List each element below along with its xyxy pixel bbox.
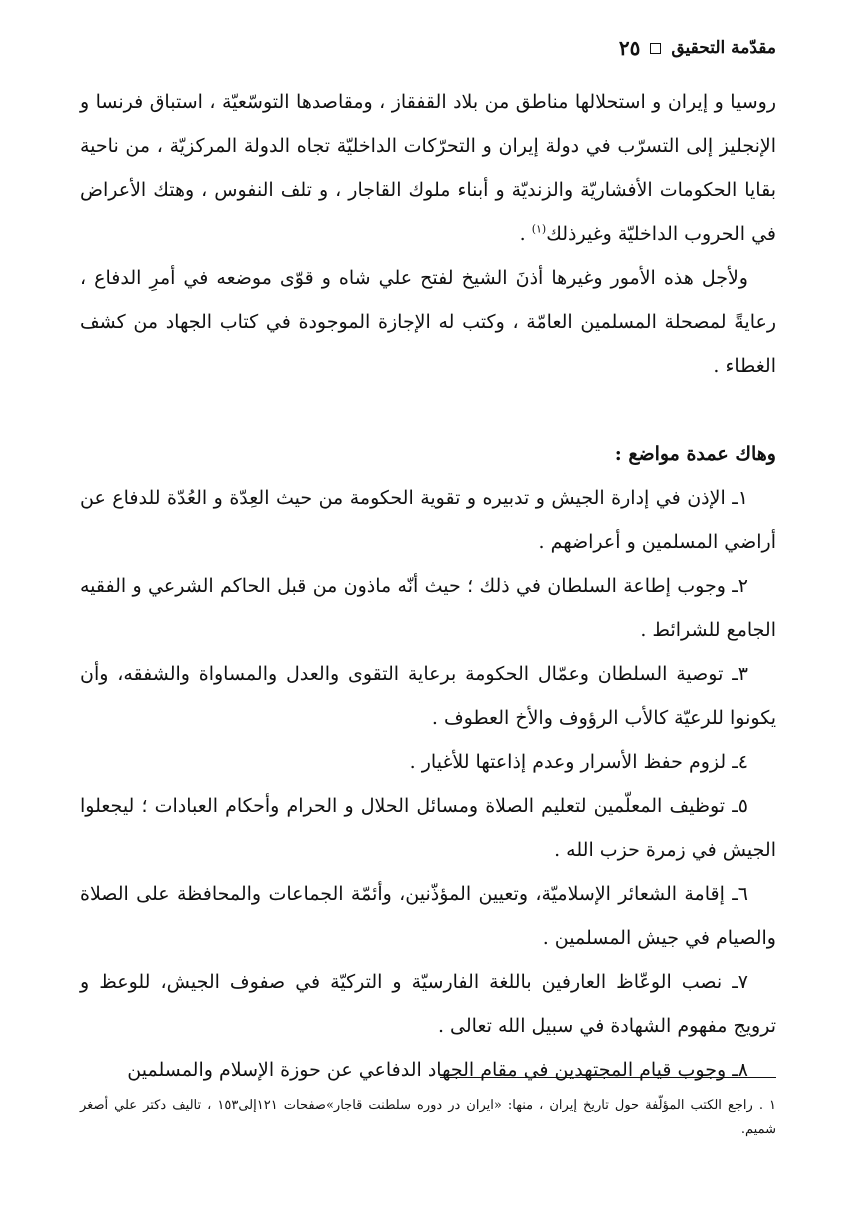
- spacer: [80, 388, 776, 432]
- paragraph-1-end: .: [519, 223, 532, 245]
- main-text: [80, 80, 776, 1092]
- page-number: ٢٥: [618, 36, 641, 60]
- list-heading: وهاك عمدة مواضع :: [614, 443, 776, 465]
- footnote-reference: (١): [531, 222, 547, 236]
- list-item: ٤ـ لزوم حفظ الأسرار وعدم إذاعتها للأغيار .: [409, 751, 748, 773]
- list-item: ٨ـ وجوب قيام المجتهدين في مقام الجهاد الدفاعي عن حوزة الإسلام والمسلمين: [127, 1059, 748, 1081]
- list-item: ٧ـ نصب الوعّاظ العارفين باللغة الفارسيّة و التركيّة في صفوف الجيش، للوعظ و ترويج مفهوم الشهادة في سبيل الله تعالى .: [80, 971, 776, 1037]
- points-list: [80, 476, 776, 1092]
- footnote-divider: [440, 1077, 776, 1078]
- list-item: ٣ـ توصية السلطان وعمّال الحكومة برعاية التقوى والعدل والمساواة والشفقه، وأن يكونوا للرعيّة كالأب الرؤوف والأخ العطوف .: [80, 663, 776, 729]
- square-ornament-icon: [650, 43, 661, 54]
- footnote: ١ . راجع الكتب المؤلّفة حول تاريخ إيران ، منها: «ايران در دوره سلطنت قاجار»صفحات ١٢١إلى١٥٣ ، تاليف دكتر علي أصغر شميم.: [80, 1098, 776, 1137]
- section-title: مقدّمة التحقيق: [671, 38, 776, 58]
- running-header: [619, 36, 776, 60]
- list-item: ٢ـ وجوب إطاعة السلطان في ذلك ؛ حيث أنّه ماذون من قبل الحاكم الشرعي و الفقيه الجامع للشرائط .: [80, 575, 776, 641]
- list-item: ٦ـ إقامة الشعائر الإسلاميّة، وتعيين المؤذّنين، وأئمّة الجماعات والمحافظة على الصلاة والصيام في جيش المسلمين .: [80, 883, 776, 949]
- paragraph-1-text: روسيا و إيران و استحلالها مناطق من بلاد القفقاز ، ومقاصدها التوسّعيّة ، استباق فرنسا و الإنجليز إلى التسرّب في دولة إيران و التحرّكات الداخليّة تجاه الدولة المركزيّة ، من ناحية بقايا الحكومات الأفشاريّة والزنديّة و أبناء ملوك القاجار ، و تلف النفوس ، وهتك الأعراض في الحروب الداخليّة وغيرذلك: [80, 91, 776, 245]
- paragraph-1: [80, 80, 776, 256]
- list-item: ١ـ الإذن في إدارة الجيش و تدبيره و تقوية الحكومة من حيث العِدّة و العُدّة للدفاع عن أراضي المسلمين و أعراضهم .: [80, 487, 776, 553]
- paragraph-2: ولأجل هذه الأمور وغيرها أذنَ الشيخ لفتح علي شاه و قوّى موضعه في أمرِ الدفاع ، رعايةً لمصحلة المسلمين العامّة ، وكتب له الإجازة الموجودة في كتاب الجهاد من كشف الغطاء .: [80, 267, 776, 377]
- list-item: ٥ـ توظيف المعلّمين لتعليم الصلاة ومسائل الحلال و الحرام وأحكام العبادات ؛ ليجعلوا الجيش في زمرة حزب الله .: [80, 795, 776, 861]
